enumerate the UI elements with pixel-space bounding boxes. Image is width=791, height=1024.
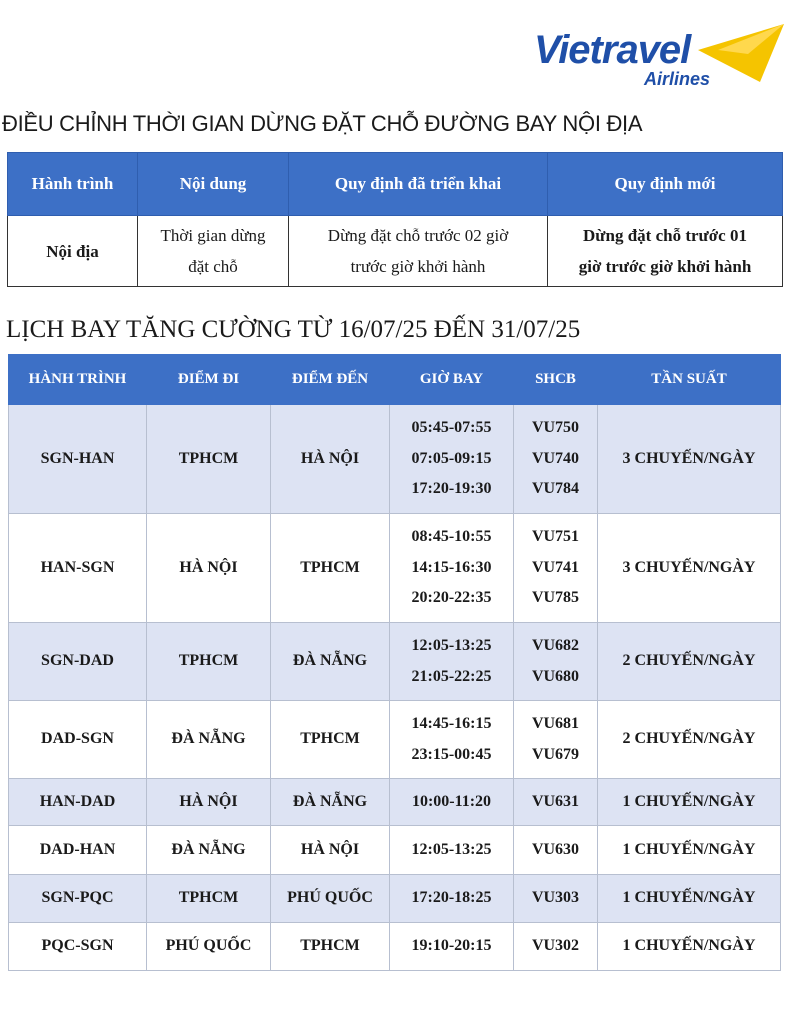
frequency-cell: 1 CHUYẾN/NGÀY bbox=[598, 923, 781, 971]
flight-time: 07:05-09:15 bbox=[411, 449, 492, 467]
logo-sub-text: Airlines bbox=[644, 69, 711, 89]
route-cell: DAD-SGN bbox=[9, 701, 147, 779]
header-cell: GIỜ BAY bbox=[390, 355, 514, 405]
old-rule-line: trước giờ khởi hành bbox=[350, 257, 486, 276]
content-line: Thời gian dừng bbox=[160, 226, 266, 245]
route-cell: SGN-PQC bbox=[9, 875, 147, 923]
origin-cell: HÀ NỘI bbox=[147, 779, 271, 826]
flight-number-cell bbox=[514, 701, 598, 779]
header-cell: HÀNH TRÌNH bbox=[9, 355, 147, 405]
destination-cell: TPHCM bbox=[271, 514, 390, 623]
destination-cell: PHÚ QUỐC bbox=[271, 875, 390, 923]
frequency-cell: 2 CHUYẾN/NGÀY bbox=[598, 701, 781, 779]
old-rule-line: Dừng đặt chỗ trước 02 giờ bbox=[327, 226, 509, 245]
time-cell bbox=[390, 826, 514, 875]
route-cell: HAN-DAD bbox=[9, 779, 147, 826]
time-cell bbox=[390, 779, 514, 826]
header-cell: Quy định đã triển khai bbox=[289, 153, 548, 216]
time-cell bbox=[390, 405, 514, 514]
flight-number-cell bbox=[514, 623, 598, 701]
origin-cell: ĐÀ NẴNG bbox=[147, 701, 271, 779]
route-cell: SGN-HAN bbox=[9, 405, 147, 514]
destination-cell: TPHCM bbox=[271, 701, 390, 779]
route-cell: DAD-HAN bbox=[9, 826, 147, 875]
new-rule-line: giờ trước giờ khởi hành bbox=[578, 257, 752, 276]
flight-number: VU630 bbox=[531, 840, 580, 858]
table-row bbox=[9, 826, 781, 875]
table-header-row bbox=[8, 153, 783, 216]
flight-time: 17:20-19:30 bbox=[411, 480, 492, 498]
flight-time: 20:20-22:35 bbox=[411, 589, 492, 607]
frequency-cell: 3 CHUYẾN/NGÀY bbox=[598, 514, 781, 623]
flight-time: 14:15-16:30 bbox=[411, 558, 492, 576]
flight-number-cell bbox=[514, 826, 598, 875]
flight-time: 21:05-22:25 bbox=[411, 667, 492, 685]
origin-cell: TPHCM bbox=[147, 405, 271, 514]
flight-time: 14:45-16:15 bbox=[411, 715, 492, 732]
origin-cell: TPHCM bbox=[147, 875, 271, 923]
flight-time: 10:00-11:20 bbox=[411, 792, 492, 810]
frequency-cell: 3 CHUYẾN/NGÀY bbox=[598, 405, 781, 514]
destination-cell: HÀ NỘI bbox=[271, 405, 390, 514]
flight-time: 08:45-10:55 bbox=[411, 528, 492, 546]
destination-cell: TPHCM bbox=[271, 923, 390, 971]
table-row bbox=[9, 514, 781, 623]
header-cell: SHCB bbox=[514, 355, 598, 405]
table-header-row bbox=[9, 355, 781, 405]
flight-number: VU785 bbox=[531, 589, 580, 607]
flight-number: VU631 bbox=[531, 792, 580, 810]
flight-number-cell bbox=[514, 923, 598, 971]
flight-number-cell bbox=[514, 405, 598, 514]
header-cell: Nội dung bbox=[138, 153, 289, 216]
old-rule-cell bbox=[289, 216, 548, 287]
header-cell: TẦN SUẤT bbox=[598, 355, 781, 405]
flight-number: VU740 bbox=[531, 449, 580, 467]
flight-number: VU784 bbox=[531, 480, 580, 498]
flight-number: VU679 bbox=[531, 745, 580, 763]
vietravel-airlines-logo bbox=[528, 20, 786, 96]
table-row bbox=[8, 216, 783, 287]
destination-cell: HÀ NỘI bbox=[271, 826, 390, 875]
flight-number: VU302 bbox=[531, 937, 580, 955]
logo-brand-text: Vietravel bbox=[534, 28, 691, 72]
flight-number: VU680 bbox=[531, 667, 580, 685]
origin-cell: ĐÀ NẴNG bbox=[147, 826, 271, 875]
section2-title: LỊCH BAY TĂNG CƯỜNG TỪ 16/07/25 ĐẾN 31/07/25 bbox=[6, 316, 581, 343]
time-cell bbox=[390, 701, 514, 779]
new-rule-cell bbox=[548, 216, 783, 287]
flight-number-cell bbox=[514, 779, 598, 826]
table-row bbox=[9, 405, 781, 514]
frequency-cell: 2 CHUYẾN/NGÀY bbox=[598, 623, 781, 701]
destination-cell: ĐÀ NẴNG bbox=[271, 779, 390, 826]
flight-time: 05:45-07:55 bbox=[411, 419, 492, 437]
schedule-body bbox=[9, 405, 781, 971]
new-rule-line: Dừng đặt chỗ trước 01 bbox=[583, 226, 747, 245]
route-cell: SGN-DAD bbox=[9, 623, 147, 701]
flight-time: 17:20-18:25 bbox=[411, 889, 492, 907]
table-row bbox=[9, 923, 781, 971]
content-cell bbox=[138, 216, 289, 287]
section1-title: ĐIỀU CHỈNH THỜI GIAN DỪNG ĐẶT CHỖ ĐƯỜNG BAY NỘI ĐỊA bbox=[2, 111, 643, 136]
time-cell bbox=[390, 875, 514, 923]
route-cell: PQC-SGN bbox=[9, 923, 147, 971]
route-cell: HAN-SGN bbox=[9, 514, 147, 623]
route-cell: Nội địa bbox=[8, 216, 138, 287]
flight-time: 12:05-13:25 bbox=[411, 637, 492, 654]
header-cell: ĐIỂM ĐI bbox=[147, 355, 271, 405]
flight-time: 12:05-13:25 bbox=[411, 840, 492, 858]
flight-time: 19:10-20:15 bbox=[411, 937, 492, 955]
frequency-cell: 1 CHUYẾN/NGÀY bbox=[598, 875, 781, 923]
frequency-cell: 1 CHUYẾN/NGÀY bbox=[598, 779, 781, 826]
booking-cutoff-table bbox=[7, 152, 783, 287]
flight-number-cell bbox=[514, 875, 598, 923]
frequency-cell: 1 CHUYẾN/NGÀY bbox=[598, 826, 781, 875]
header-cell: Quy định mới bbox=[548, 153, 783, 216]
flight-time: 23:15-00:45 bbox=[411, 745, 492, 763]
header-cell: ĐIỂM ĐẾN bbox=[271, 355, 390, 405]
logo-wing-icon bbox=[698, 20, 786, 86]
time-cell bbox=[390, 623, 514, 701]
time-cell bbox=[390, 514, 514, 623]
origin-cell: PHÚ QUỐC bbox=[147, 923, 271, 971]
header-cell: Hành trình bbox=[8, 153, 138, 216]
flight-number: VU682 bbox=[531, 637, 580, 654]
origin-cell: HÀ NỘI bbox=[147, 514, 271, 623]
table-row bbox=[9, 701, 781, 779]
time-cell bbox=[390, 923, 514, 971]
table-row bbox=[9, 875, 781, 923]
flight-number: VU741 bbox=[531, 558, 580, 576]
table-row bbox=[9, 623, 781, 701]
destination-cell: ĐÀ NẴNG bbox=[271, 623, 390, 701]
flight-number: VU751 bbox=[531, 528, 580, 546]
flight-number: VU303 bbox=[531, 889, 580, 907]
flight-schedule-table bbox=[8, 354, 781, 971]
content-line: đặt chỗ bbox=[188, 257, 238, 276]
flight-number: VU750 bbox=[531, 419, 580, 437]
flight-number-cell bbox=[514, 514, 598, 623]
origin-cell: TPHCM bbox=[147, 623, 271, 701]
flight-number: VU681 bbox=[531, 715, 580, 732]
table-row bbox=[9, 779, 781, 826]
